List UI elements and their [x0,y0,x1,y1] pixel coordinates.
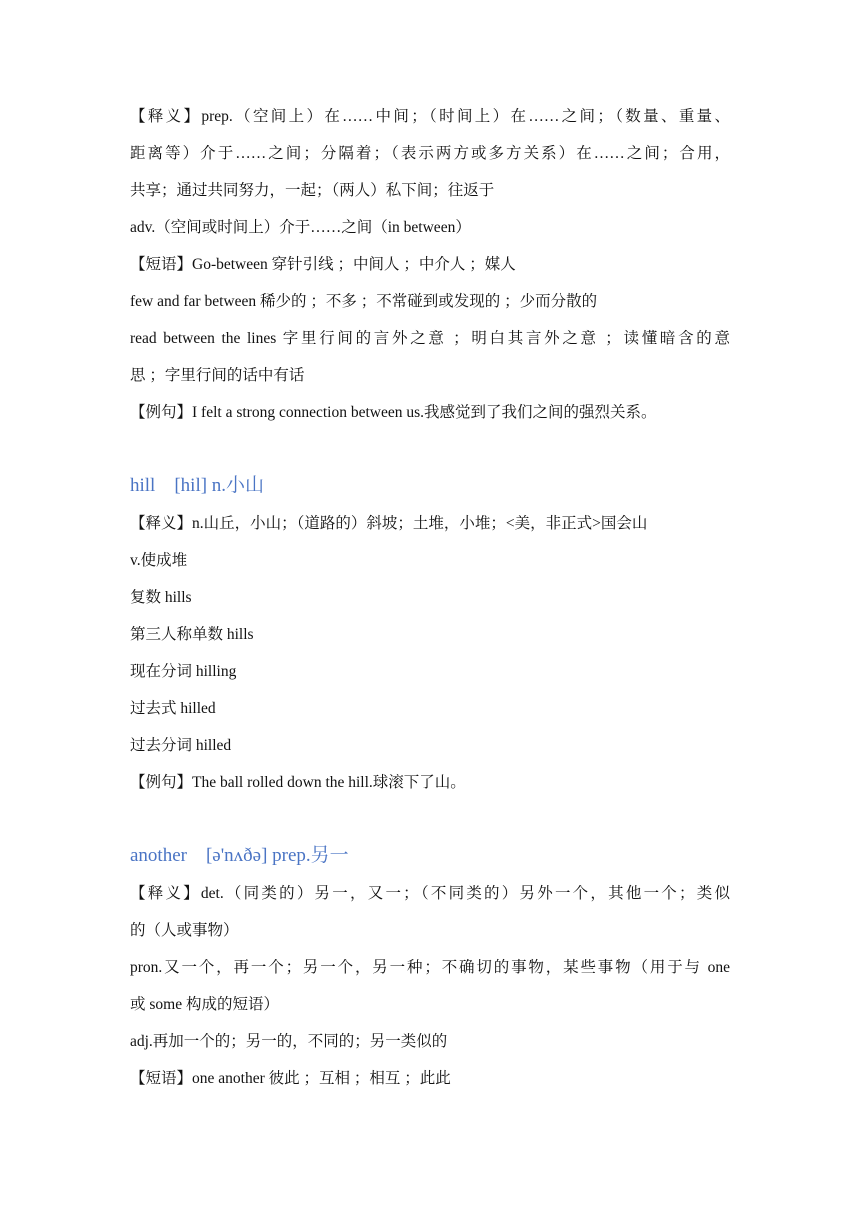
definition-line: 距离等）介于……之间；分隔着；（表示两方或多方关系）在……之间；合用， [130,145,730,162]
pronoun-line: pron.又一个，再一个；另一个，另一种；不确切的事物，某些事物（用于与 one [130,959,730,976]
definition-line: 【释义】det.（同类的）另一，又一；（不同类的）另外一个，其他一个；类似 [130,885,730,902]
phrase-line: 思 ；字里行间的话中有话 [130,367,305,384]
phrase-line: 【短语】Go-between 穿针引线 ；中间人 ；中介人 ；媒人 [130,256,516,273]
word-heading: another [ə'nʌðə] prep.另一 [130,845,349,866]
form-line: 第三人称单数 hills [130,626,254,643]
pronoun-line: 或 some 构成的短语） [130,996,279,1013]
form-line: 过去分词 hilled [130,737,232,754]
phrase-line: 【短语】one another 彼此 ；互相 ；相互 ；此此 [130,1070,451,1087]
page-content [130,98,730,1097]
form-line: 现在分词 hilling [130,663,237,680]
definition-line: 的（人或事物） [130,922,239,939]
definition-line: 共享；通过共同努力，一起；（两人）私下间；往返于 [130,182,495,199]
entry-between [130,98,730,431]
phrase-line: read between the lines 字里行间的言外之意 ；明白其言外之意 ；读懂暗含的意 [130,330,730,347]
example-line: 【例句】I felt a strong connection between us.我感觉到了我们之间的强烈关系。 [130,404,657,421]
phrase-line: few and far between 稀少的 ；不多 ；不常碰到或发现的 ；少而分散的 [130,293,598,310]
adjective-line: adj.再加一个的；另一的，不同的；另一类似的 [130,1033,448,1050]
verb-line: v.使成堆 [130,552,188,569]
example-line: 【例句】The ball rolled down the hill.球滚下了山。 [130,774,466,791]
form-line: 过去式 hilled [130,700,216,717]
entry-hill [130,467,730,801]
form-line: 复数 hills [130,589,192,606]
definition-line: 【释义】prep.（空间上）在……中间；（时间上）在……之间；（数量、重量、 [130,108,730,125]
definition-line: 【释义】n.山丘，小山；（道路的）斜坡；土堆，小堆；<美，非正式>国会山 [130,515,648,532]
word-heading: hill [hil] n.小山 [130,475,265,496]
adverb-line: adv.（空间或时间上）介于……之间（in between） [130,219,471,236]
entry-another [130,837,730,1097]
